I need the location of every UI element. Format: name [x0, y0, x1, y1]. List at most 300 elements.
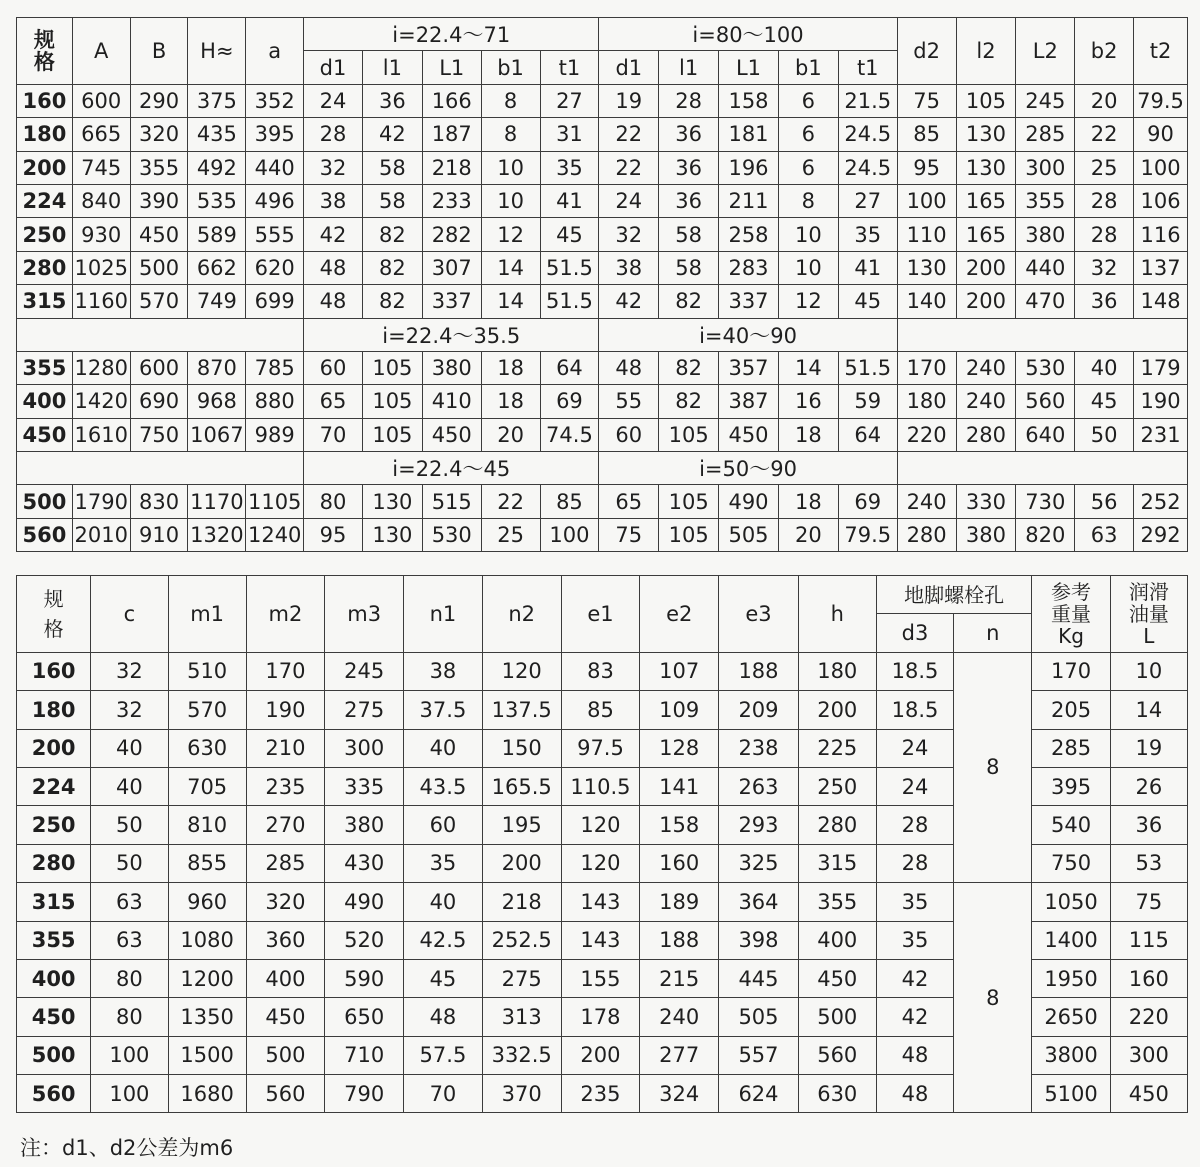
table-cell: 143 [561, 883, 639, 921]
table-cell: 188 [640, 921, 719, 959]
table-cell: 650 [325, 998, 404, 1036]
subheader-L1: L1 [719, 51, 779, 84]
table-cell: 18.5 [876, 691, 953, 729]
table-cell: 58 [362, 151, 422, 184]
table-cell: 35 [540, 151, 599, 184]
table-cell: 63 [1075, 518, 1134, 551]
table-cell: 395 [1032, 767, 1110, 805]
table-cell: 36 [659, 184, 719, 217]
table-cell: 252.5 [482, 921, 561, 959]
table-cell: 40 [91, 767, 168, 805]
table-cell: 1350 [168, 998, 246, 1036]
table-cell: 143 [561, 921, 639, 959]
table-cell: 10 [778, 251, 838, 284]
table-cell: 590 [325, 959, 404, 997]
table-cell: 130 [362, 518, 422, 551]
table-cell: 749 [188, 285, 246, 318]
table-cell: 14 [1110, 691, 1187, 729]
table-cell: 75 [897, 84, 956, 117]
table-cell: 630 [798, 1075, 876, 1113]
table-cell: 410 [422, 385, 481, 418]
table-row [17, 351, 1188, 384]
table-cell: 187 [422, 118, 481, 151]
spec-cell: 355 [17, 351, 73, 384]
spec-cell: 560 [17, 518, 73, 551]
table-cell: 51.5 [540, 251, 599, 284]
table-cell: 1420 [72, 385, 130, 418]
blank-cell [17, 318, 304, 351]
table-cell: 26 [1110, 767, 1187, 805]
table-cell: 307 [422, 251, 481, 284]
table-cell: 8 [778, 184, 838, 217]
spec-cell: 450 [17, 418, 73, 451]
table-cell: 100 [91, 1036, 168, 1074]
header-d2: d2 [897, 18, 956, 85]
table-cell: 137.5 [482, 691, 561, 729]
table-cell: 50 [91, 844, 168, 882]
table-cell: 180 [897, 385, 956, 418]
header-lubricant-volume [1110, 576, 1187, 653]
table-cell: 6 [778, 118, 838, 151]
table-cell: 337 [422, 285, 481, 318]
table-cell: 235 [561, 1075, 639, 1113]
table-cell: 158 [719, 84, 779, 117]
table-cell: 630 [168, 729, 246, 767]
table-cell: 27 [838, 184, 897, 217]
table-cell: 450 [1110, 1075, 1187, 1113]
table-cell: 355 [1016, 184, 1075, 217]
table-cell: 570 [130, 285, 188, 318]
table-cell: 589 [188, 218, 246, 251]
table-cell: 12 [778, 285, 838, 318]
table-cell: 220 [1110, 998, 1187, 1036]
header-spec: 规格 [17, 18, 73, 85]
table-cell: 57.5 [404, 1036, 482, 1074]
table-cell: 280 [956, 418, 1016, 451]
table-cell: 36 [1110, 806, 1187, 844]
table-row [17, 385, 1188, 418]
table-cell: 82 [362, 218, 422, 251]
table-cell: 360 [246, 921, 324, 959]
subheader-t1: t1 [540, 51, 599, 84]
table-cell: 231 [1134, 418, 1188, 451]
table-cell: 190 [246, 691, 324, 729]
table-cell: 18 [778, 418, 838, 451]
table-cell: 32 [91, 652, 168, 690]
table-cell: 38 [404, 652, 482, 690]
table-cell: 335 [325, 767, 404, 805]
spec-cell: 180 [17, 118, 73, 151]
table-cell: 395 [246, 118, 304, 151]
table-cell: 85 [897, 118, 956, 151]
table-cell: 870 [188, 351, 246, 384]
table-cell: 600 [72, 84, 130, 117]
table-cell: 10 [481, 184, 540, 217]
table-cell: 1067 [188, 418, 246, 451]
table-cell: 218 [482, 883, 561, 921]
footnote: 注：d1、d2公差为m6 [20, 1136, 234, 1160]
table-cell: 662 [188, 251, 246, 284]
table-cell: 10 [778, 218, 838, 251]
table-cell: 450 [130, 218, 188, 251]
header-B: B [130, 18, 188, 85]
table-cell: 148 [1134, 285, 1188, 318]
table-cell: 35 [404, 844, 482, 882]
table-cell: 51.5 [540, 285, 599, 318]
table-cell: 48 [404, 998, 482, 1036]
table-cell: 292 [1134, 518, 1188, 551]
table-cell: 58 [362, 184, 422, 217]
table-cell: 293 [719, 806, 798, 844]
table-cell: 107 [640, 652, 719, 690]
table-cell: 1240 [246, 518, 304, 551]
table-cell: 22 [599, 118, 659, 151]
table-cell: 1400 [1032, 921, 1110, 959]
table-cell: 180 [798, 652, 876, 690]
table-cell: 330 [956, 485, 1016, 518]
table-cell: 43.5 [404, 767, 482, 805]
table-cell: 189 [640, 883, 719, 921]
table-cell: 45 [404, 959, 482, 997]
table-cell: 324 [640, 1075, 719, 1113]
table-cell: 505 [719, 998, 798, 1036]
table-cell: 10 [481, 151, 540, 184]
table-cell: 40 [1075, 351, 1134, 384]
table-cell: 130 [956, 151, 1016, 184]
subheader-d1: d1 [304, 51, 363, 84]
table-cell: 115 [1110, 921, 1187, 959]
bolt-count-cell: 8 [954, 652, 1032, 882]
table-cell: 750 [1032, 844, 1110, 882]
table-cell: 130 [362, 485, 422, 518]
table-cell: 1170 [188, 485, 246, 518]
oil-unit: L [1143, 623, 1155, 648]
header-e3: e3 [719, 576, 798, 653]
table-cell: 105 [659, 518, 719, 551]
table-cell: 400 [798, 921, 876, 959]
table-cell: 24.5 [838, 118, 897, 151]
table-cell: 42 [304, 218, 363, 251]
table-cell: 42 [876, 998, 953, 1036]
bottom-table-body [17, 652, 1188, 1113]
table-cell: 170 [246, 652, 324, 690]
table-cell: 100 [1134, 151, 1188, 184]
subheader-L1: L1 [422, 51, 481, 84]
table-cell: 560 [1016, 385, 1075, 418]
spec-cell: 560 [17, 1075, 91, 1113]
table-cell: 150 [482, 729, 561, 767]
table-cell: 25 [481, 518, 540, 551]
table-cell: 105 [362, 351, 422, 384]
table-cell: 28 [659, 84, 719, 117]
table-cell: 515 [422, 485, 481, 518]
table-cell: 69 [838, 485, 897, 518]
table-cell: 880 [246, 385, 304, 418]
table-cell: 570 [168, 691, 246, 729]
table-cell: 48 [876, 1036, 953, 1074]
table-cell: 960 [168, 883, 246, 921]
table-cell: 505 [719, 518, 779, 551]
table-cell: 24 [876, 729, 953, 767]
table-cell: 225 [798, 729, 876, 767]
table-cell: 745 [72, 151, 130, 184]
table-cell: 535 [188, 184, 246, 217]
header-H: H≈ [188, 18, 246, 85]
spec-cell: 280 [17, 844, 91, 882]
table-cell: 116 [1134, 218, 1188, 251]
table-cell: 45 [540, 218, 599, 251]
table-row [17, 218, 1188, 251]
table-cell: 200 [482, 844, 561, 882]
table-cell: 8 [481, 118, 540, 151]
table-cell: 82 [659, 385, 719, 418]
table-cell: 620 [246, 251, 304, 284]
table-cell: 64 [838, 418, 897, 451]
top-table-body [17, 84, 1188, 551]
table-cell: 285 [1016, 118, 1075, 151]
subheader-t1: t1 [838, 51, 897, 84]
table-cell: 375 [188, 84, 246, 117]
table-cell: 24 [876, 767, 953, 805]
table-cell: 300 [325, 729, 404, 767]
table-cell: 277 [640, 1036, 719, 1074]
table-cell: 106 [1134, 184, 1188, 217]
table-cell: 730 [1016, 485, 1075, 518]
table-cell: 19 [599, 84, 659, 117]
table-cell: 5100 [1032, 1075, 1110, 1113]
table-cell: 50 [91, 806, 168, 844]
table-cell: 750 [130, 418, 188, 451]
table-cell: 35 [876, 883, 953, 921]
table-cell: 430 [325, 844, 404, 882]
header-a: a [246, 18, 304, 85]
table-cell: 1500 [168, 1036, 246, 1074]
header-n1: n1 [404, 576, 482, 653]
spec-cell: 160 [17, 652, 91, 690]
table-cell: 20 [778, 518, 838, 551]
table-cell: 120 [561, 806, 639, 844]
dimensions-table-bottom [16, 575, 1188, 1113]
table-cell: 37.5 [404, 691, 482, 729]
table-cell: 58 [659, 218, 719, 251]
spec-cell: 160 [17, 84, 73, 117]
table-cell: 22 [1075, 118, 1134, 151]
table-cell: 45 [1075, 385, 1134, 418]
table-cell: 352 [246, 84, 304, 117]
table-cell: 56 [1075, 485, 1134, 518]
spec-cell: 355 [17, 921, 91, 959]
bolt-count-cell: 8 [954, 883, 1032, 1113]
table-cell: 75 [1110, 883, 1187, 921]
table-cell: 65 [599, 485, 659, 518]
oil-label: 润滑油量 [1128, 579, 1169, 626]
table-cell: 58 [659, 251, 719, 284]
ratio-range-label: i=40～90 [599, 318, 897, 351]
table-cell: 6 [778, 151, 838, 184]
spec-cell: 400 [17, 959, 91, 997]
table-cell: 930 [72, 218, 130, 251]
table-cell: 1200 [168, 959, 246, 997]
table-cell: 80 [91, 959, 168, 997]
table-cell: 28 [876, 806, 953, 844]
table-row [17, 518, 1188, 551]
table-cell: 48 [304, 251, 363, 284]
table-cell: 90 [1134, 118, 1188, 151]
table-cell: 18 [481, 351, 540, 384]
table-cell: 235 [246, 767, 324, 805]
table-cell: 210 [246, 729, 324, 767]
table-cell: 280 [897, 518, 956, 551]
table-cell: 910 [130, 518, 188, 551]
header-c: c [91, 576, 168, 653]
ratio-range-row [17, 452, 1188, 485]
table-cell: 140 [897, 285, 956, 318]
spec-cell: 315 [17, 285, 73, 318]
table-cell: 470 [1016, 285, 1075, 318]
table-cell: 640 [1016, 418, 1075, 451]
table-cell: 240 [956, 385, 1016, 418]
table-cell: 158 [640, 806, 719, 844]
table-cell: 40 [404, 883, 482, 921]
spec-cell: 280 [17, 251, 73, 284]
table-cell: 624 [719, 1075, 798, 1113]
table-cell: 6 [778, 84, 838, 117]
table-cell: 141 [640, 767, 719, 805]
table-cell: 18 [481, 385, 540, 418]
header-A: A [72, 18, 130, 85]
table-cell: 165 [956, 218, 1016, 251]
table-cell: 130 [897, 251, 956, 284]
table-row [17, 118, 1188, 151]
table-cell: 70 [304, 418, 363, 451]
table-cell: 450 [246, 998, 324, 1036]
table-cell: 240 [956, 351, 1016, 384]
table-cell: 810 [168, 806, 246, 844]
table-cell: 263 [719, 767, 798, 805]
table-cell: 32 [1075, 251, 1134, 284]
table-cell: 51.5 [838, 351, 897, 384]
table-cell: 220 [897, 418, 956, 451]
blank-cell [897, 318, 1187, 351]
table-cell: 252 [1134, 485, 1188, 518]
table-cell: 380 [422, 351, 481, 384]
table-cell: 40 [91, 729, 168, 767]
table-row [17, 485, 1188, 518]
table-cell: 130 [956, 118, 1016, 151]
table-cell: 110 [897, 218, 956, 251]
table-cell: 48 [876, 1075, 953, 1113]
table-cell: 1950 [1032, 959, 1110, 997]
table-cell: 14 [481, 251, 540, 284]
header-e1: e1 [561, 576, 639, 653]
table-cell: 355 [798, 883, 876, 921]
table-cell: 155 [561, 959, 639, 997]
table-cell: 370 [482, 1075, 561, 1113]
table-cell: 18 [778, 485, 838, 518]
ratio-range-label: i=22.4～45 [304, 452, 599, 485]
header-ratio-group-2: i=80～100 [599, 18, 897, 51]
table-cell: 320 [130, 118, 188, 151]
table-cell: 699 [246, 285, 304, 318]
table-cell: 69 [540, 385, 599, 418]
table-cell: 357 [719, 351, 779, 384]
spec-cell: 250 [17, 806, 91, 844]
table-cell: 27 [540, 84, 599, 117]
table-row [17, 652, 1188, 690]
header-t2: t2 [1134, 18, 1188, 85]
table-cell: 280 [798, 806, 876, 844]
subheader-b1: b1 [778, 51, 838, 84]
header-e2: e2 [640, 576, 719, 653]
table-cell: 53 [1110, 844, 1187, 882]
table-cell: 188 [719, 652, 798, 690]
table-cell: 555 [246, 218, 304, 251]
table-cell: 79.5 [1134, 84, 1188, 117]
table-cell: 28 [304, 118, 363, 151]
ratio-range-label: i=22.4～35.5 [304, 318, 599, 351]
table-cell: 120 [482, 652, 561, 690]
table-cell: 35 [838, 218, 897, 251]
spec-cell: 200 [17, 729, 91, 767]
spec-cell: 315 [17, 883, 91, 921]
table-cell: 41 [838, 251, 897, 284]
table-cell: 48 [599, 351, 659, 384]
table-cell: 42.5 [404, 921, 482, 959]
table-cell: 25 [1075, 151, 1134, 184]
table-cell: 10 [1110, 652, 1187, 690]
table-cell: 179 [1134, 351, 1188, 384]
table-cell: 82 [659, 285, 719, 318]
table-cell: 21.5 [838, 84, 897, 117]
table-cell: 1320 [188, 518, 246, 551]
table-cell: 283 [719, 251, 779, 284]
table-cell: 315 [798, 844, 876, 882]
table-cell: 492 [188, 151, 246, 184]
table-cell: 38 [304, 184, 363, 217]
table-cell: 105 [362, 385, 422, 418]
table-cell: 100 [897, 184, 956, 217]
table-cell: 380 [325, 806, 404, 844]
spec-cell: 400 [17, 385, 73, 418]
table-cell: 42 [876, 959, 953, 997]
table-cell: 95 [304, 518, 363, 551]
table-cell: 2650 [1032, 998, 1110, 1036]
table-cell: 500 [130, 251, 188, 284]
table-cell: 270 [246, 806, 324, 844]
table-cell: 165 [956, 184, 1016, 217]
table-cell: 32 [91, 691, 168, 729]
table-cell: 520 [325, 921, 404, 959]
table-row [17, 84, 1188, 117]
table-cell: 75 [599, 518, 659, 551]
table-cell: 989 [246, 418, 304, 451]
table-cell: 600 [130, 351, 188, 384]
table-cell: 31 [540, 118, 599, 151]
table-cell: 968 [188, 385, 246, 418]
table-cell: 196 [719, 151, 779, 184]
subheader-b1: b1 [481, 51, 540, 84]
table-cell: 190 [1134, 385, 1188, 418]
table-cell: 36 [659, 151, 719, 184]
subheader-l1: l1 [362, 51, 422, 84]
table-row [17, 883, 1188, 921]
table-cell: 490 [719, 485, 779, 518]
table-cell: 380 [1016, 218, 1075, 251]
weight-label: 参考重量 [1051, 579, 1092, 626]
table-cell: 218 [422, 151, 481, 184]
table-cell: 275 [325, 691, 404, 729]
table-cell: 233 [422, 184, 481, 217]
